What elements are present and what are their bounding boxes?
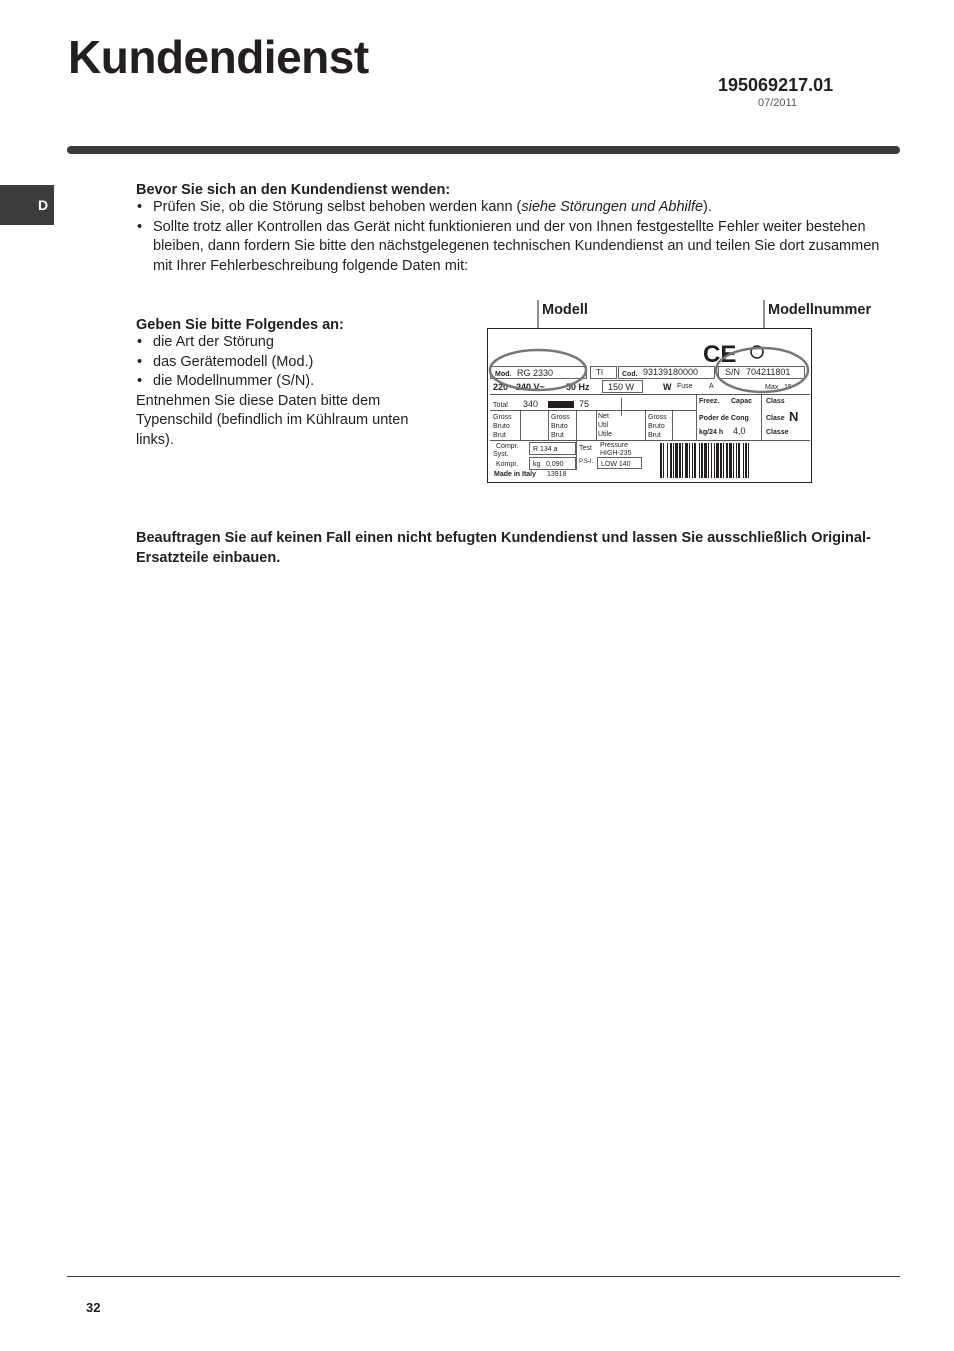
barcode-bar	[679, 443, 681, 478]
callout-serial-label: Modellnummer	[768, 302, 872, 318]
sn-label: S/N	[725, 367, 741, 377]
warning-text: Beauftragen Sie auf keinen Fall einen nicht befugten Kundendienst und lassen Sie ausschließlich Original-Ersatzteile einbauen.	[136, 530, 871, 566]
barcode-bar	[745, 443, 747, 478]
note-text: Entnehmen Sie diese Daten bitte dem Typenschild (befindlich im Kühlraum unten links).	[136, 392, 409, 448]
barcode-bar	[660, 443, 662, 478]
sn-value: 704211801	[746, 367, 791, 377]
barcode-bar	[733, 443, 734, 478]
clase-label: Clase	[766, 415, 785, 422]
gross-label: Gross	[551, 414, 570, 421]
star-compartment-value: 75	[579, 399, 590, 409]
lamp-watt-label: W	[663, 382, 672, 392]
test-label: Test	[579, 445, 592, 452]
barcode-bar	[667, 443, 668, 478]
barcode-bar	[692, 443, 693, 478]
gross-label: Gross	[493, 414, 512, 421]
brut-label: Brut	[648, 432, 661, 439]
language-tab	[0, 185, 54, 225]
pressure-label: Pressure	[600, 442, 629, 449]
class-label: Class	[766, 398, 785, 405]
barcode-bar	[699, 443, 700, 478]
compr-label: Compr.	[496, 443, 519, 450]
origin-code: 13918	[547, 471, 567, 478]
page-number: 32	[86, 1300, 101, 1315]
ce-mark: CE	[703, 341, 737, 368]
star-rating-box	[548, 401, 574, 408]
barcode-bar	[716, 443, 719, 478]
util-label: Util	[598, 422, 609, 429]
mod-value: RG 2330	[517, 368, 554, 378]
max-value: 15	[784, 384, 792, 391]
section-heading: Geben Sie bitte Folgendes an:	[136, 317, 344, 333]
barcode-bar	[729, 443, 732, 478]
frequency-value: 50 Hz	[566, 382, 590, 392]
bullet-text: ).	[703, 199, 712, 215]
syst-label: Syst.	[493, 451, 509, 458]
psi-label: P.S-I.	[579, 459, 594, 465]
barcode-bar	[723, 443, 724, 478]
origin-label: Made in Italy	[494, 471, 537, 478]
section-provide-info	[136, 317, 436, 450]
max-label: Max	[765, 384, 779, 391]
barcode-bar	[663, 443, 664, 478]
kg24-value: 4,0	[733, 426, 746, 436]
total-value: 340	[523, 399, 539, 409]
language-tab-label: D	[38, 197, 49, 213]
charge-value: 0,090	[546, 461, 564, 468]
ampere-label: A	[709, 383, 714, 390]
barcode-bar	[701, 443, 703, 478]
watt-value: 150 W	[608, 382, 635, 392]
refrigerant-value: R 134 a	[533, 446, 558, 453]
bullet-item	[136, 198, 896, 218]
barcode-bar	[738, 443, 740, 478]
ti-label: TI	[596, 368, 604, 377]
bullet-list	[136, 198, 896, 276]
rating-label-figure	[440, 290, 900, 500]
kg24-label: kg/24 h	[699, 429, 724, 436]
bullet-emphasis: siehe Störungen und Abhilfe	[521, 199, 704, 215]
barcode-bar	[726, 443, 728, 478]
barcode-bar	[714, 443, 715, 478]
climate-class-value: N	[789, 409, 799, 424]
section-before-service	[136, 182, 896, 276]
barcode-bar	[704, 443, 707, 478]
bullet-list	[136, 333, 436, 392]
bruto-label: Bruto	[648, 423, 665, 430]
brut-label: Brut	[493, 432, 506, 439]
gross-label: Gross	[648, 414, 667, 421]
barcode-bar	[720, 443, 722, 478]
footer-rule	[67, 1276, 900, 1277]
capac-label: Capac	[731, 398, 753, 405]
bruto-label: Bruto	[493, 423, 510, 430]
bruto-label: Bruto	[551, 423, 568, 430]
bullet-item: • das Gerätemodell (Mod.)	[136, 353, 436, 373]
net-label: Net	[598, 413, 609, 420]
bullet-text: Prüfen Sie, ob die Störung selbst behoben werden kann (	[153, 199, 522, 215]
voltage-value: 220 - 240 V~	[493, 382, 545, 392]
barcode-bar	[736, 443, 737, 478]
section-heading: Bevor Sie sich an den Kundendienst wenden:	[136, 182, 451, 198]
bullet-item: • die Art der Störung	[136, 333, 436, 353]
poder-label: Poder de Cong	[699, 415, 749, 422]
pressure-high: HIGH-235	[600, 450, 632, 457]
barcode-bar	[743, 443, 744, 478]
barcode-bar	[685, 443, 688, 478]
document-number: 195069217.01	[718, 75, 834, 95]
barcode-bar	[670, 443, 672, 478]
barcode-bar	[673, 443, 674, 478]
pressure-low: LOW 140	[601, 461, 631, 468]
freez-label: Freez.	[699, 398, 720, 405]
barcode-bar	[748, 443, 749, 478]
document-date: 07/2011	[758, 97, 797, 109]
callout-model-label: Modell	[542, 302, 588, 318]
utile-label: Utile	[598, 431, 613, 438]
barcode-bar	[682, 443, 683, 478]
barcode-bar	[694, 443, 696, 478]
total-label: Total	[493, 402, 508, 409]
cod-label: Cod.	[622, 371, 638, 378]
classe-label: Classe	[766, 429, 789, 436]
kg-label: kg	[533, 461, 541, 468]
fuse-label: Fuse	[677, 383, 693, 390]
barcode-bar	[708, 443, 709, 478]
bullet-item: • Sollte trotz aller Kontrollen das Gerät nicht funktionieren und der von Ihnen festgestellte Fehler weiter bestehen bleiben, dann fordern Sie bitte den nächstgelegenen technischen Kundendienst an und teilen Sie dort zusammen mit Ihrer Fehlerbeschreibung folgende Daten mit:	[136, 218, 896, 277]
barcode-bar	[711, 443, 712, 478]
bullet-item: • die Modellnummer (S/N).	[136, 372, 436, 392]
barcode-bar	[675, 443, 678, 478]
mod-label: Mod.	[495, 371, 512, 378]
cod-value: 93139180000	[643, 367, 699, 377]
kompr-label: Kompr.	[496, 461, 519, 468]
brut-label: Brut	[551, 432, 564, 439]
header-rule	[67, 146, 900, 154]
barcode-bar	[689, 443, 690, 478]
page-title: Kundendienst	[68, 31, 369, 83]
